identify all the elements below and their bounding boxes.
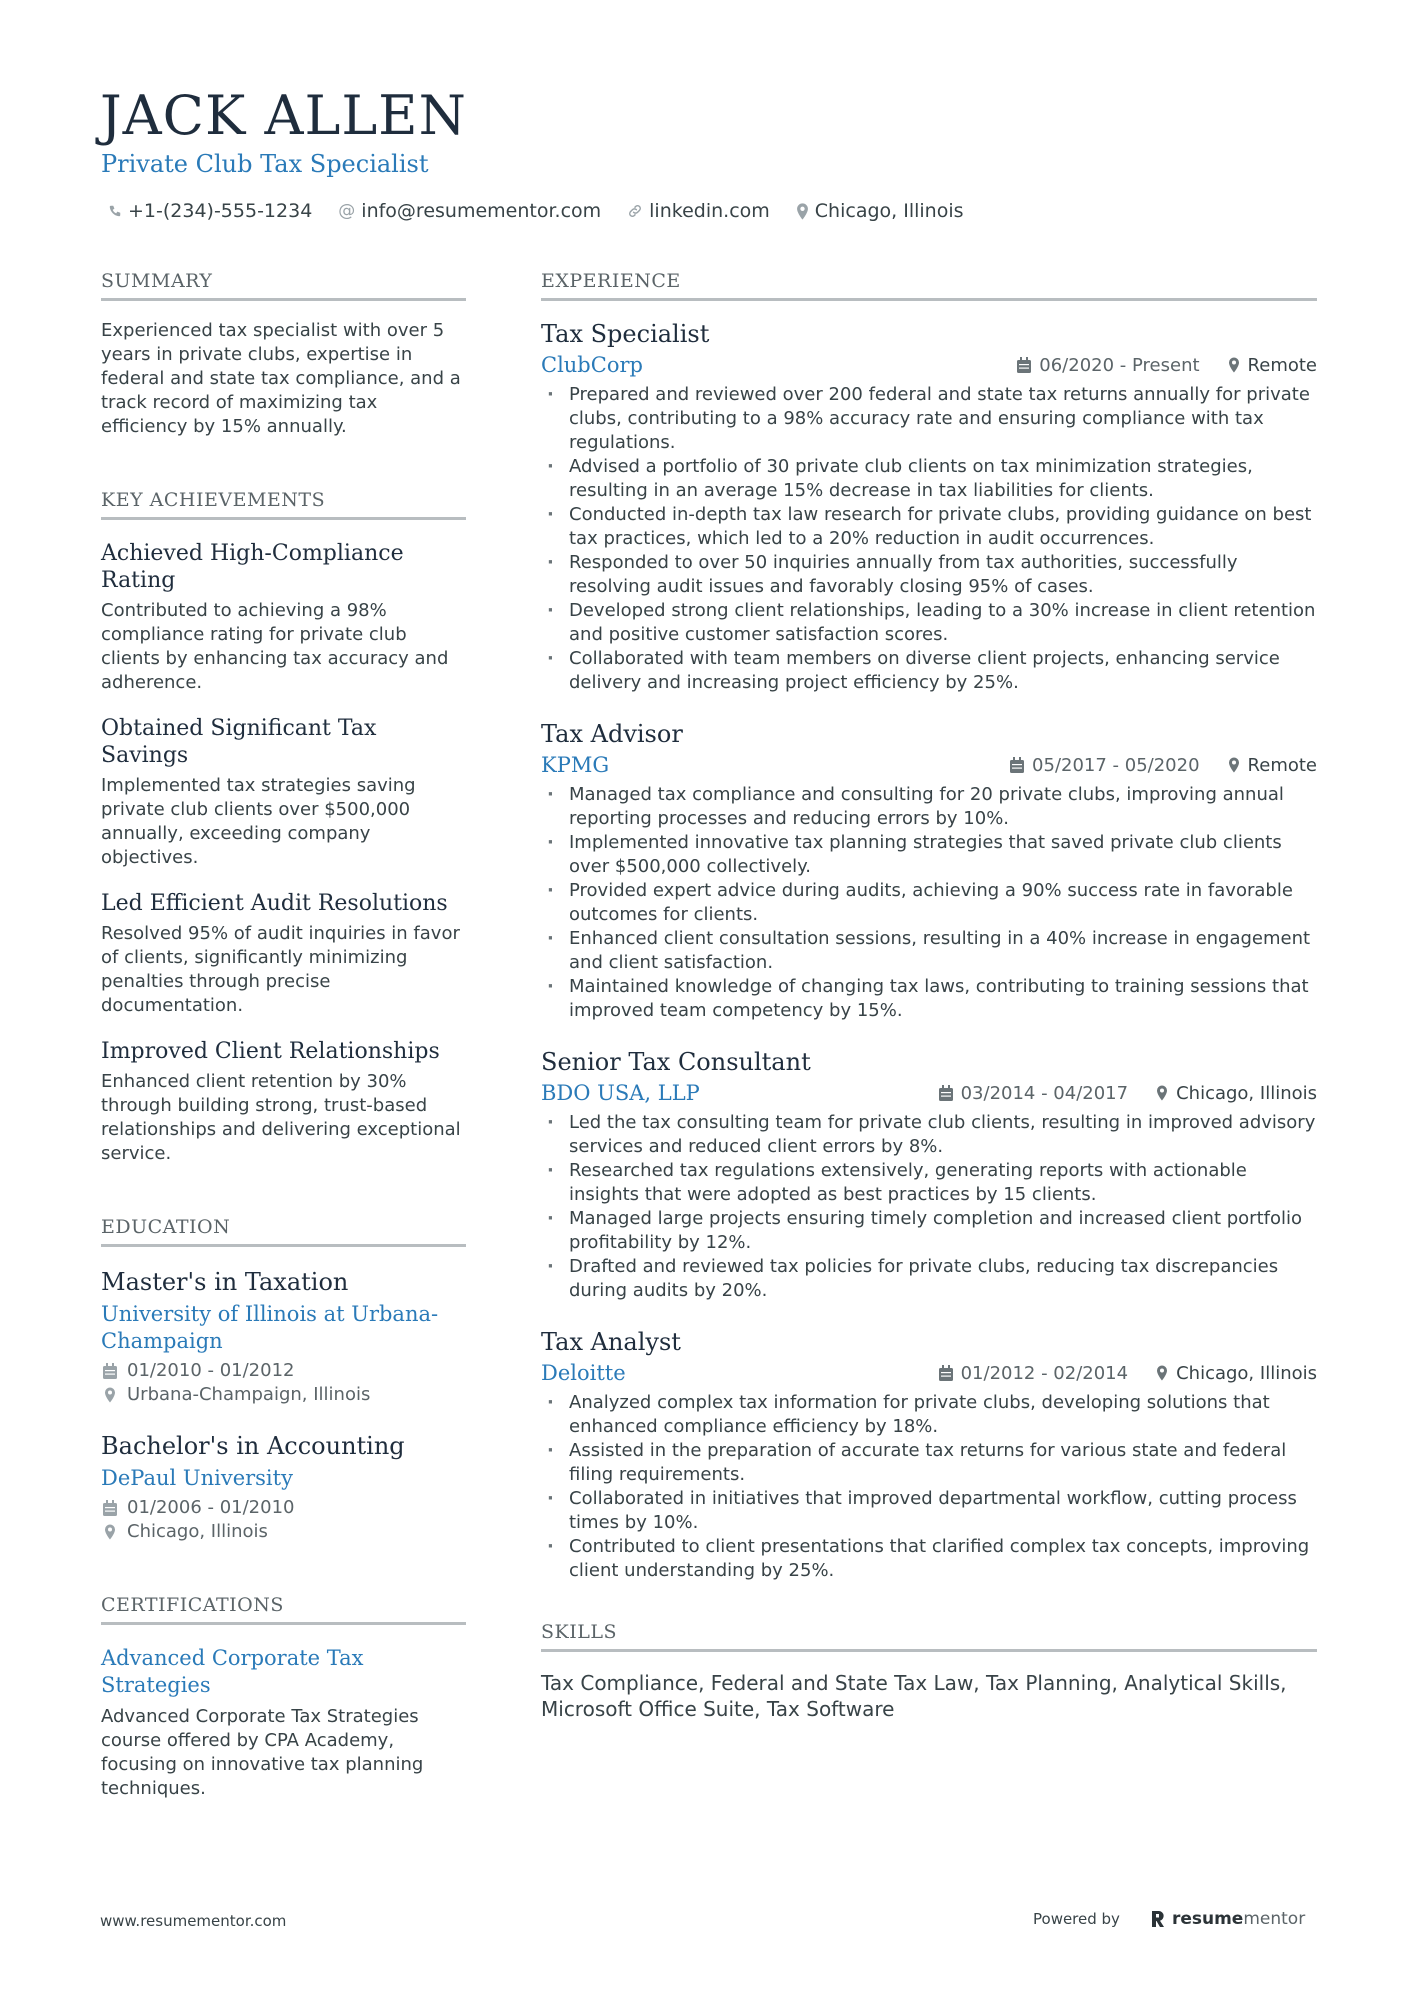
- job-bullet: · Collaborated with team members on diverse client projects, enhancing service delivery and increasing project efficiency by 25%.: [541, 647, 1317, 695]
- education-school: DePaul University: [101, 1466, 293, 1490]
- calendar-icon: [939, 1365, 953, 1381]
- job-entry: [541, 1327, 1317, 1583]
- footer-powered-by: [1033, 1909, 1305, 1929]
- skills-text: Tax Compliance, Federal and State Tax Law, Tax Planning, Analytical Skills, Microsoft Office Suite, Tax Software: [541, 1671, 1287, 1721]
- job-bullet: · Researched tax regulations extensively, generating reports with actionable insights that were adopted as best practices by 15 clients.: [541, 1159, 1317, 1207]
- experience-heading: EXPERIENCE: [541, 270, 1317, 301]
- location-pin-icon: [101, 1387, 119, 1403]
- resumementor-logo-icon: [1150, 1909, 1166, 1929]
- location-text: Chicago, Illinois: [814, 200, 964, 222]
- logo-text-resume: resume: [1171, 1909, 1244, 1929]
- education-item: [101, 1267, 466, 1407]
- achievement-desc: Resolved 95% of audit inquiries in favor of clients, significantly minimizing penalties through precise documentation.: [101, 923, 460, 1016]
- certifications-heading: CERTIFICATIONS: [101, 1594, 466, 1625]
- candidate-name: JACK ALLEN: [100, 84, 467, 147]
- left-column: [101, 270, 466, 1801]
- job-entry: [541, 1047, 1317, 1303]
- location-pin-icon: [101, 1524, 119, 1540]
- summary-section: [101, 270, 466, 439]
- job-dates-text: 01/2012 - 02/2014: [960, 1362, 1129, 1384]
- powered-by-text: Powered by: [1033, 1910, 1120, 1928]
- location-pin-icon: [1156, 1085, 1168, 1101]
- job-bullets: [541, 783, 1317, 1023]
- job-info-row: [541, 351, 1317, 379]
- link-icon: [627, 203, 643, 219]
- job-location-text: Chicago, Illinois: [1176, 1082, 1317, 1104]
- skills-heading: SKILLS: [541, 1621, 1317, 1652]
- job-location: [1156, 1083, 1317, 1104]
- at-icon: @: [338, 201, 356, 221]
- right-column: [541, 270, 1317, 1722]
- phone-text: +1-(234)-555-1234: [128, 200, 313, 222]
- job-company: BDO USA, LLP: [541, 1081, 700, 1105]
- education-item: [101, 1431, 466, 1544]
- job-dates: [939, 1083, 1129, 1104]
- achievement-desc: Enhanced client retention by 30% through building strong, trust-based relationships and delivering exceptional service.: [101, 1071, 461, 1164]
- job-location: [1156, 1363, 1317, 1384]
- candidate-title: Private Club Tax Specialist: [101, 150, 429, 178]
- certification-desc: Advanced Corporate Tax Strategies course offered by CPA Academy, focusing on innovative tax planning techniques.: [101, 1706, 424, 1799]
- job-location: [1228, 355, 1317, 376]
- location-pin-icon: [1228, 357, 1240, 373]
- calendar-icon: [101, 1363, 119, 1379]
- job-dates: [1010, 755, 1200, 776]
- job-title: Tax Advisor: [541, 720, 683, 748]
- achievement-title: Obtained Significant Tax Savings: [101, 716, 377, 768]
- job-bullet: · Prepared and reviewed over 200 federal and state tax returns annually for private clubs, contributing to a 98% accuracy rate and ensuring compliance with tax regulations.: [541, 383, 1317, 455]
- job-bullet: · Enhanced client consultation sessions, resulting in a 40% increase in engagement and client satisfaction.: [541, 927, 1317, 975]
- job-bullets: [541, 1111, 1317, 1303]
- job-company: KPMG: [541, 753, 610, 777]
- job-bullet: · Developed strong client relationships, leading to a 30% increase in client retention and positive customer satisfaction scores.: [541, 599, 1317, 647]
- job-dates-text: 03/2014 - 04/2017: [960, 1082, 1129, 1104]
- calendar-icon: [1010, 757, 1024, 773]
- contact-location: [796, 200, 964, 222]
- job-info-row: [541, 1359, 1317, 1387]
- achievement-title: Improved Client Relationships: [101, 1039, 440, 1064]
- calendar-icon: [101, 1500, 119, 1516]
- job-entry: [541, 319, 1317, 695]
- phone-icon: [108, 204, 122, 218]
- achievement-item: [101, 540, 466, 695]
- job-dates-text: 06/2020 - Present: [1039, 354, 1200, 376]
- job-bullet: · Managed large projects ensuring timely completion and increased client portfolio profitability by 12%.: [541, 1207, 1317, 1255]
- job-bullet: · Drafted and reviewed tax policies for private clubs, reducing tax discrepancies during audits by 20%.: [541, 1255, 1317, 1303]
- location-pin-icon: [1156, 1365, 1168, 1381]
- job-meta: [1010, 755, 1317, 776]
- location-pin-icon: [1228, 757, 1240, 773]
- education-dates-text: 01/2010 - 01/2012: [127, 1360, 295, 1381]
- contact-email[interactable]: [338, 200, 601, 222]
- achievement-title: Led Efficient Audit Resolutions: [101, 891, 448, 916]
- summary-heading: SUMMARY: [101, 270, 466, 301]
- job-bullet: · Responded to over 50 inquiries annually from tax authorities, successfully resolving audit issues and favorably closing 95% of cases.: [541, 551, 1317, 599]
- job-company: ClubCorp: [541, 353, 643, 377]
- education-heading: EDUCATION: [101, 1216, 466, 1247]
- job-bullet: · Maintained knowledge of changing tax laws, contributing to training sessions that improved team competency by 15%.: [541, 975, 1317, 1023]
- job-bullet: · Assisted in the preparation of accurate tax returns for various state and federal filing requirements.: [541, 1439, 1317, 1487]
- job-title: Tax Specialist: [541, 320, 710, 348]
- linkedin-text: linkedin.com: [649, 200, 770, 222]
- job-location-text: Remote: [1247, 354, 1317, 376]
- summary-text: Experienced tax specialist with over 5 years in private clubs, expertise in federal and state tax compliance, and a track record of maximizing tax efficiency by 15% annually.: [101, 320, 461, 437]
- education-location: [101, 1383, 466, 1407]
- achievements-heading: KEY ACHIEVEMENTS: [101, 489, 466, 520]
- job-bullet: · Implemented innovative tax planning strategies that saved private club clients over $500,000 collectively.: [541, 831, 1317, 879]
- education-location: [101, 1520, 466, 1544]
- job-dates-text: 05/2017 - 05/2020: [1032, 754, 1200, 776]
- job-title: Tax Analyst: [541, 1328, 681, 1356]
- certification-title: Advanced Corporate Tax Strategies: [101, 1646, 364, 1697]
- education-degree: Master's in Taxation: [101, 1268, 349, 1296]
- skills-section: [541, 1621, 1317, 1722]
- job-dates: [1017, 355, 1199, 376]
- achievement-item: [101, 890, 466, 1018]
- job-location-text: Remote: [1247, 754, 1317, 776]
- contact-phone[interactable]: [108, 200, 312, 222]
- job-bullets: [541, 383, 1317, 695]
- job-location-text: Chicago, Illinois: [1176, 1362, 1317, 1384]
- job-meta: [1017, 355, 1317, 376]
- job-entry: [541, 719, 1317, 1023]
- contact-bar: [108, 200, 990, 222]
- education-degree: Bachelor's in Accounting: [101, 1432, 405, 1460]
- achievement-item: [101, 715, 466, 870]
- job-info-row: [541, 1079, 1317, 1107]
- education-dates: [101, 1496, 466, 1520]
- job-bullet: · Managed tax compliance and consulting for 20 private clubs, improving annual reporting processes and reducing errors by 10%.: [541, 783, 1317, 831]
- education-location-text: Chicago, Illinois: [127, 1521, 268, 1542]
- job-company: Deloitte: [541, 1361, 626, 1385]
- job-bullet: · Advised a portfolio of 30 private club clients on tax minimization strategies, resulting in an average 15% decrease in tax liabilities for clients.: [541, 455, 1317, 503]
- job-location: [1228, 755, 1317, 776]
- calendar-icon: [1017, 357, 1031, 373]
- education-dates-text: 01/2006 - 01/2010: [127, 1497, 295, 1518]
- footer-website-link[interactable]: www.resumementor.com: [100, 1912, 287, 1930]
- achievement-title: Achieved High-Compliance Rating: [101, 541, 404, 593]
- contact-linkedin[interactable]: [627, 200, 770, 222]
- education-school: University of Illinois at Urbana-Champaign: [101, 1302, 439, 1353]
- achievement-desc: Contributed to achieving a 98% compliance rating for private club clients by enhancing tax accuracy and adherence.: [101, 600, 449, 693]
- job-meta: [939, 1363, 1317, 1384]
- logo-text-mentor: mentor: [1243, 1909, 1306, 1929]
- job-bullet: · Conducted in-depth tax law research for private clubs, providing guidance on best tax practices, which led to a 20% reduction in audit occurrences.: [541, 503, 1317, 551]
- experience-section: [541, 270, 1317, 1583]
- job-bullet: · Analyzed complex tax information for private clubs, developing solutions that enhanced compliance efficiency by 18%.: [541, 1391, 1317, 1439]
- calendar-icon: [939, 1085, 953, 1101]
- education-dates: [101, 1359, 466, 1383]
- job-bullet: · Provided expert advice during audits, achieving a 90% success rate in favorable outcomes for clients.: [541, 879, 1317, 927]
- certifications-section: [101, 1594, 466, 1801]
- job-bullet: · Collaborated in initiatives that improved departmental workflow, cutting process times by 10%.: [541, 1487, 1317, 1535]
- job-bullets: [541, 1391, 1317, 1583]
- job-bullet: · Contributed to client presentations that clarified complex tax concepts, improving client understanding by 25%.: [541, 1535, 1317, 1583]
- job-info-row: [541, 751, 1317, 779]
- education-section: [101, 1216, 466, 1544]
- achievements-section: [101, 489, 466, 1166]
- location-pin-icon: [796, 203, 809, 220]
- job-dates: [939, 1363, 1129, 1384]
- job-meta: [939, 1083, 1317, 1104]
- job-title: Senior Tax Consultant: [541, 1048, 811, 1076]
- job-bullet: · Led the tax consulting team for private club clients, resulting in improved advisory services and reduced client errors by 8%.: [541, 1111, 1317, 1159]
- email-text: info@resumementor.com: [361, 200, 602, 222]
- education-location-text: Urbana-Champaign, Illinois: [127, 1384, 371, 1405]
- achievement-item: [101, 1038, 466, 1166]
- achievement-desc: Implemented tax strategies saving private club clients over $500,000 annually, exceeding company objectives.: [101, 775, 416, 868]
- resumementor-logo[interactable]: [1150, 1909, 1305, 1929]
